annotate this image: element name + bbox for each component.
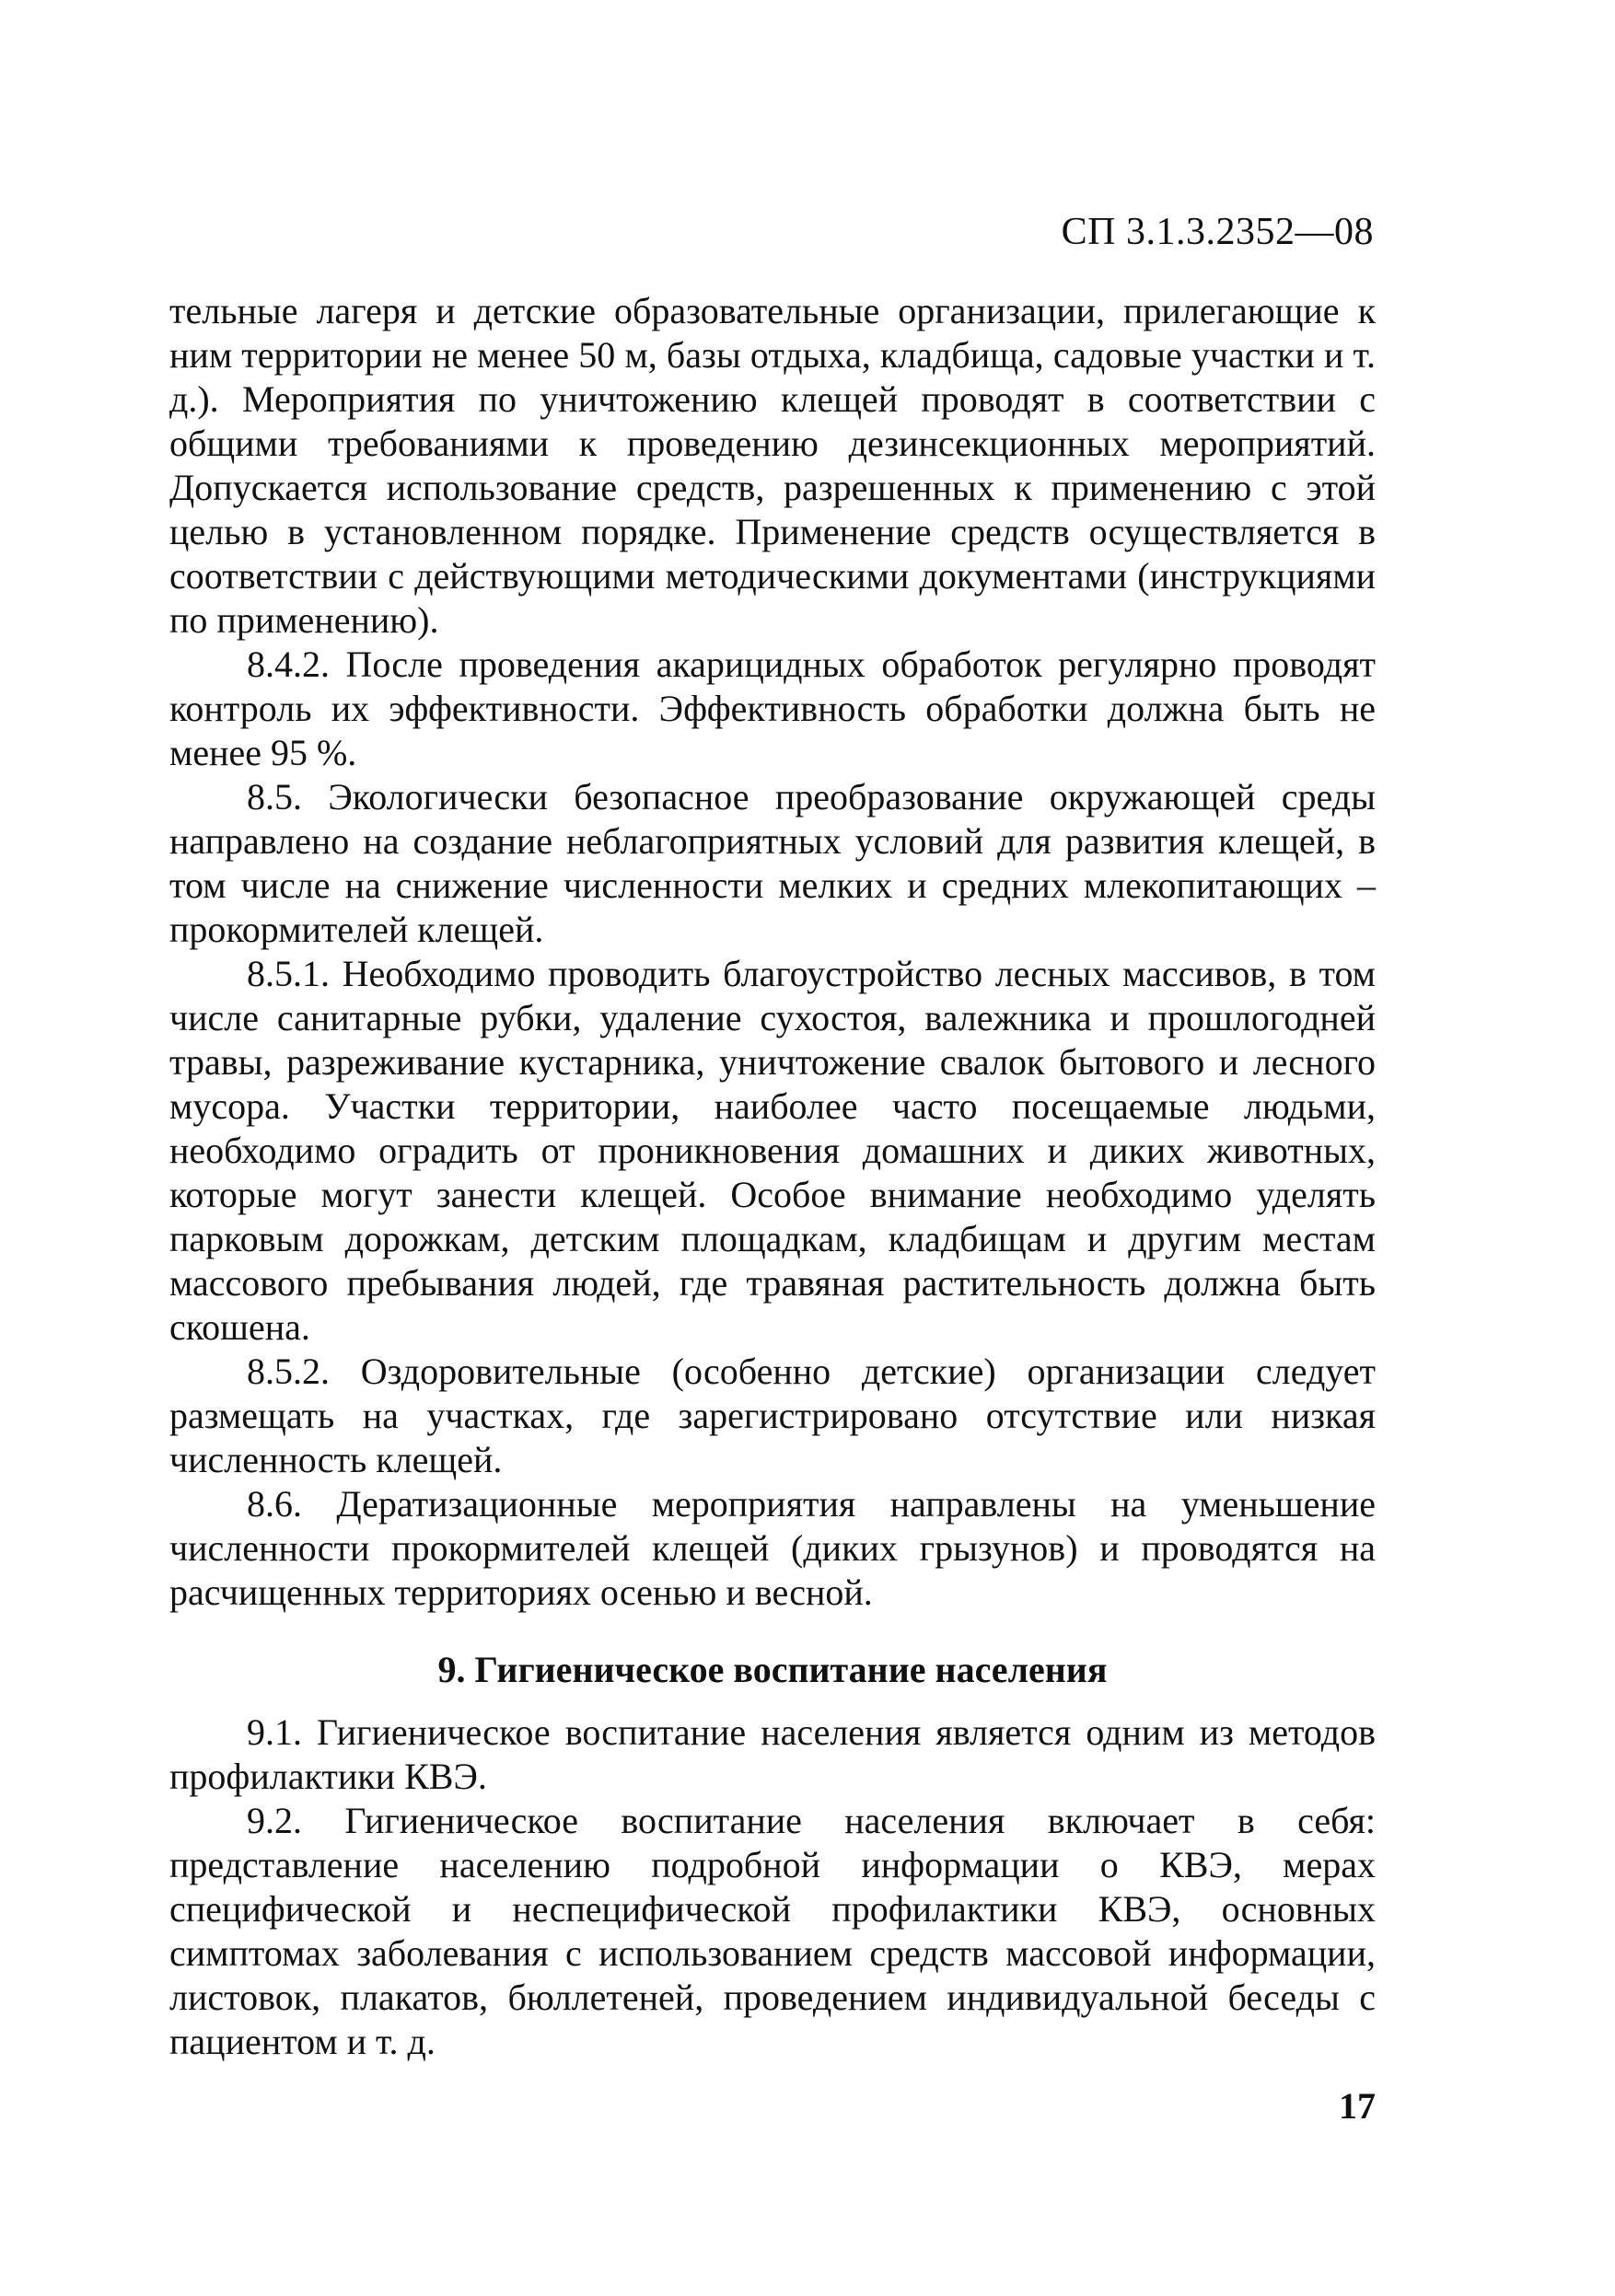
paragraph-continuation: тельные лагеря и детские образовательные организации, прилегающие к ним территории не менее 50 м, базы отдыха, кладбища, садовые участки и т. д.). Мероприятия по уничтожению клещей проводят в соответствии с общими требованиями к проведению дезинсекционных мероприятий. Допускается использование средств, разрешенных к применению с этой целью в установленном порядке. Применение средств осуществляется в соответствии с действующими методическими документами (инструкциями по применению). (169, 290, 1376, 641)
paragraph-8-5-2: 8.5.2. Оздоровительные (особенно детские) организации следует размещать на участках, где зарегистрировано отсутствие или низкая численность клещей. (169, 1351, 1376, 1480)
paragraph-9-2: 9.2. Гигиеническое воспитание населения включает в себя: представление населению подробной информации о КВЭ, мерах специфической и неспецифической профилактики КВЭ, основных симптомах заболевания с использованием средств массовой информации, листовок, плакатов, бюллетеней, проведением индивидуальной беседы с пациентом и т. д. (169, 1800, 1376, 2062)
paragraph-8-6: 8.6. Дератизационные мероприятия направлены на уменьшение численности прокормителей клещей (диких грызунов) и проводятся на расчищенных территориях осенью и весной. (169, 1483, 1376, 1613)
page-number: 17 (1339, 2085, 1376, 2127)
section-heading: 9. Гигиеническое воспитание населения (437, 1649, 1108, 1690)
paragraph-8-5: 8.5. Экологически безопасное преобразование окружающей среды направлено на создание неблагоприятных условий для развития клещей, в том числе на снижение численности мелких и средних млекопитающих – прокормителей клещей. (169, 776, 1376, 950)
paragraph-9-1: 9.1. Гигиеническое воспитание населения является одним из методов профилактики КВЭ. (169, 1711, 1376, 1797)
paragraph-8-4-2: 8.4.2. После проведения акарицидных обработок регулярно проводят контроль их эффективности. Эффективность обработки должна быть не менее 95 %. (169, 644, 1376, 773)
page-body (169, 289, 1376, 2064)
document-code: СП 3.1.3.2352—08 (1061, 211, 1374, 253)
paragraph-8-5-1: 8.5.1. Необходимо проводить благоустройство лесных массивов, в том числе санитарные рубки, удаление сухостоя, валежника и прошлогодней травы, разреживание кустарника, уничтожение свалок бытового и лесного мусора. Участки территории, наиболее часто посещаемые людьми, необходимо оградить от проникновения домашних и диких животных, которые могут занести клещей. Особое внимание необходимо уделять парковым дорожкам, детским площадкам, кладбищам и другим местам массового пребывания людей, где травяная растительность должна быть скошена. (169, 953, 1376, 1348)
